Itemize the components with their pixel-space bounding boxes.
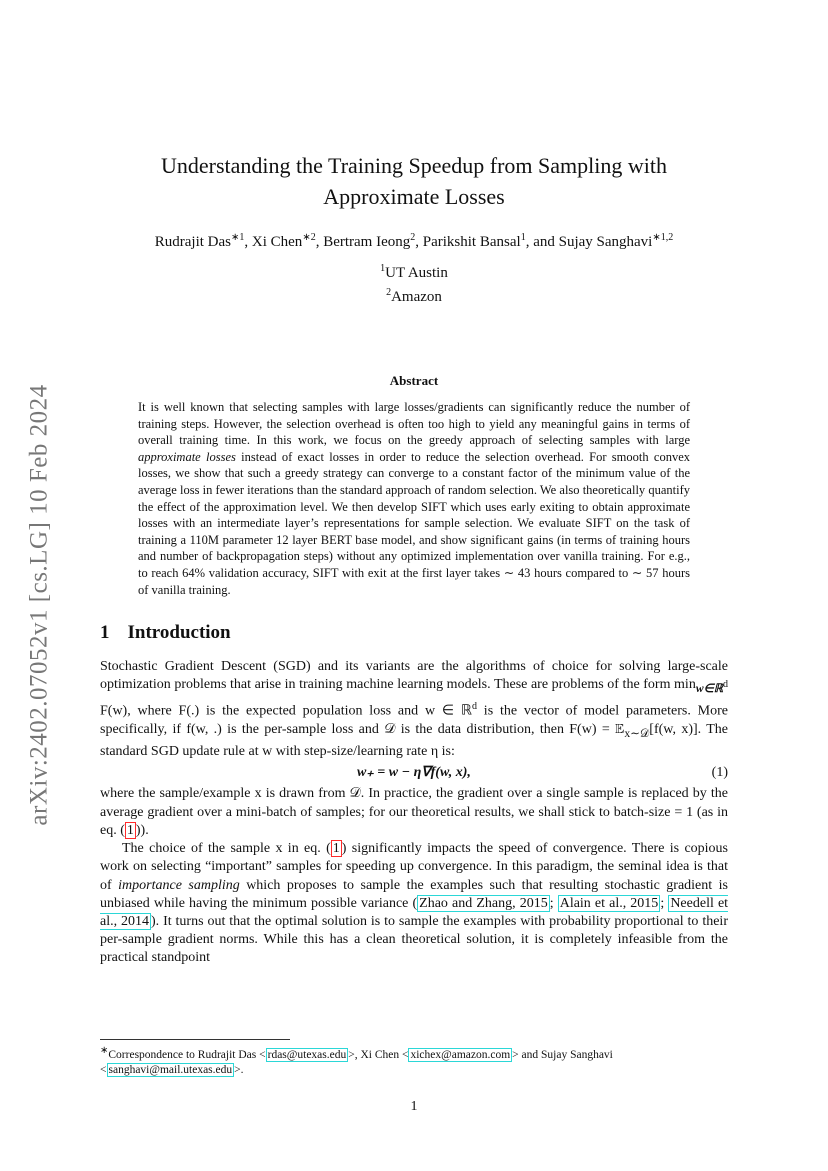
section-number: 1 [100, 622, 110, 644]
author-name: Bertram Ieong [323, 234, 411, 250]
title-line-2: Approximate Losses [323, 184, 505, 209]
section-title: Introduction [127, 622, 231, 644]
paragraph-text: The choice of the sample x in eq. ( [122, 841, 331, 857]
equation [100, 763, 728, 783]
paragraph-text: F(w), where F(.) is the expected population loss and w ∈ ℝ [100, 704, 472, 720]
author-sup: 2 [410, 232, 416, 243]
paragraph-text: Stochastic Gradient Descent (SGD) and its variants are the algorithms of choice for solving large-scale optimization problems that arise in training machine learning models. These are problems of the form min [100, 659, 728, 693]
author-name: Sujay Sanghavi [558, 234, 653, 250]
footnote-divider [100, 1039, 290, 1040]
footnote-text: > and Sujay Sanghavi < [100, 1048, 613, 1076]
paragraph-text: ). It turns out that the optimal solution is to sample the examples with probability proportional to their per-sample gradient norms. While this has a clean theoretical solution, it is completely infeasible from the practical standpoint [100, 913, 728, 966]
author-sup: ∗1 [231, 232, 245, 243]
affiliations [100, 259, 728, 307]
paragraph [100, 658, 728, 761]
citation-link[interactable]: Alain et al., 2015 [559, 895, 659, 911]
affiliation-name: Amazon [391, 289, 442, 305]
footnote [100, 1043, 728, 1078]
paragraph-emphasis: importance sampling [118, 877, 240, 893]
email-link[interactable]: sanghavi@mail.utexas.edu [108, 1063, 233, 1076]
affiliation-sup: 1 [380, 263, 386, 274]
affiliation [100, 283, 728, 307]
paragraph-text: [f(w, x)]. The standard SGD update rule at w with step-size/learning rate η is: [100, 722, 728, 760]
paragraph-text: where the sample/example x is drawn from 𝒟. In practice, the gradient over a single sample is replaced by the average gradient over a mini-batch of samples; for our theoretical results, we shall stick to batch-size = 1 (as in eq. ( [100, 786, 728, 838]
paragraph-text: is the vector of model parameters. More specifically, if f(w, .) is the per-sample loss and 𝒟 is the data distribution, then F(w) = 𝔼 [100, 704, 729, 738]
paragraph [100, 840, 728, 967]
paragraph-text: which proposes to sample the examples such that resulting stochastic gradient is unbiased while having the minimum possible variance ( [100, 877, 728, 911]
affiliation-name: UT Austin [385, 265, 448, 281]
paper-title [100, 150, 728, 212]
paragraph-text: ) significantly impacts the speed of convergence. There is copious work on selecting “important” samples for speeding up convergence. In this paradigm, the seminal idea is that of [100, 841, 729, 893]
equation-reference-link[interactable]: 1 [332, 841, 340, 857]
abstract-emphasis: approximate losses [138, 449, 236, 464]
arxiv-id-text: arXiv:2402.07052v1 [cs.LG] 10 Feb 2024 [26, 384, 54, 826]
author-name: Rudrajit Das [154, 234, 231, 250]
paragraph-text: )). [135, 822, 149, 838]
math-sup: d [723, 679, 728, 691]
page-number: 1 [410, 1099, 418, 1114]
footnote-text: >, Xi Chen < [348, 1048, 409, 1061]
citation-separator: ; [660, 895, 669, 911]
page-content [100, 150, 728, 968]
abstract-text: It is well known that selecting samples with large losses/gradients can significantly reduce the number of training steps. However, the selection overhead is often too high to yield any meaningful gains in terms of overall training time. In this work, we focus on the greedy approach of selecting samples with large [138, 400, 690, 448]
math-sub: w∈ℝ [695, 682, 723, 696]
footnote-text: Correspondence to Rudrajit Das < [108, 1048, 266, 1061]
section-heading [100, 622, 728, 644]
equation-reference-link[interactable]: 1 [126, 822, 134, 838]
author-list: Rudrajit Das$^{∗1}$, Xi Chen$^{∗2}$, Bertram Ieong$^2$, Parikshit Bansal$^1$, and Sujay Sanghavi$^{∗1,2}$ [154, 232, 674, 250]
abstract-heading: Abstract [389, 373, 439, 388]
title-line-1: Understanding the Training Speedup from Sampling with [161, 153, 667, 178]
citation-separator: ; [549, 895, 558, 911]
author-name: Xi Chen [251, 234, 303, 250]
author-sup: ∗1,2 [652, 232, 674, 243]
author-sup: ∗2 [302, 232, 316, 243]
abstract-text: instead of exact losses in order to reduce the selection overhead. For smooth convex losses, we show that such a greedy strategy can converge to a constant factor of the minimum value of the average loss in fewer iterations than the standard approach of random selection. We also theoretically quantify the effect of the approximation level. We then develop SIFT which uses early exiting to obtain approximate losses with an intermediate layer’s representations for sample selection. We evaluate SIFT on the task of training a 110M parameter 12 layer BERT base model, and show significant gains (in terms of training hours and number of backpropagation steps) without any optimized implementation over vanilla training. For e.g., to reach 64% validation accuracy, SIFT with exit at the first layer takes ∼ 43 hours compared to ∼ 57 hours of vanilla training. [138, 449, 690, 597]
citation-link[interactable]: Zhao and Zhang, 2015 [419, 895, 548, 911]
footnote-text: >. [234, 1063, 244, 1076]
arxiv-identifier [22, 365, 58, 845]
affiliation [100, 259, 728, 283]
email-link[interactable]: xichex@amazon.com [410, 1048, 511, 1061]
math-sub: x∼𝒟 [624, 727, 650, 741]
footnote-mark: ∗ [100, 1045, 109, 1056]
equation-body: w₊ = w − η∇f(w, x), [357, 765, 471, 781]
author-name: Parikshit Bansal [422, 234, 521, 250]
citation-link[interactable]: Needell et al., 2014 [100, 895, 729, 929]
math-sup: d [471, 701, 477, 713]
equation-number: (1) [711, 765, 728, 781]
email-link[interactable]: rdas@utexas.edu [267, 1048, 347, 1061]
paragraph [100, 785, 728, 840]
abstract-body [138, 399, 690, 598]
affiliation-sup: 2 [386, 287, 392, 298]
author-sup: 1 [520, 232, 526, 243]
